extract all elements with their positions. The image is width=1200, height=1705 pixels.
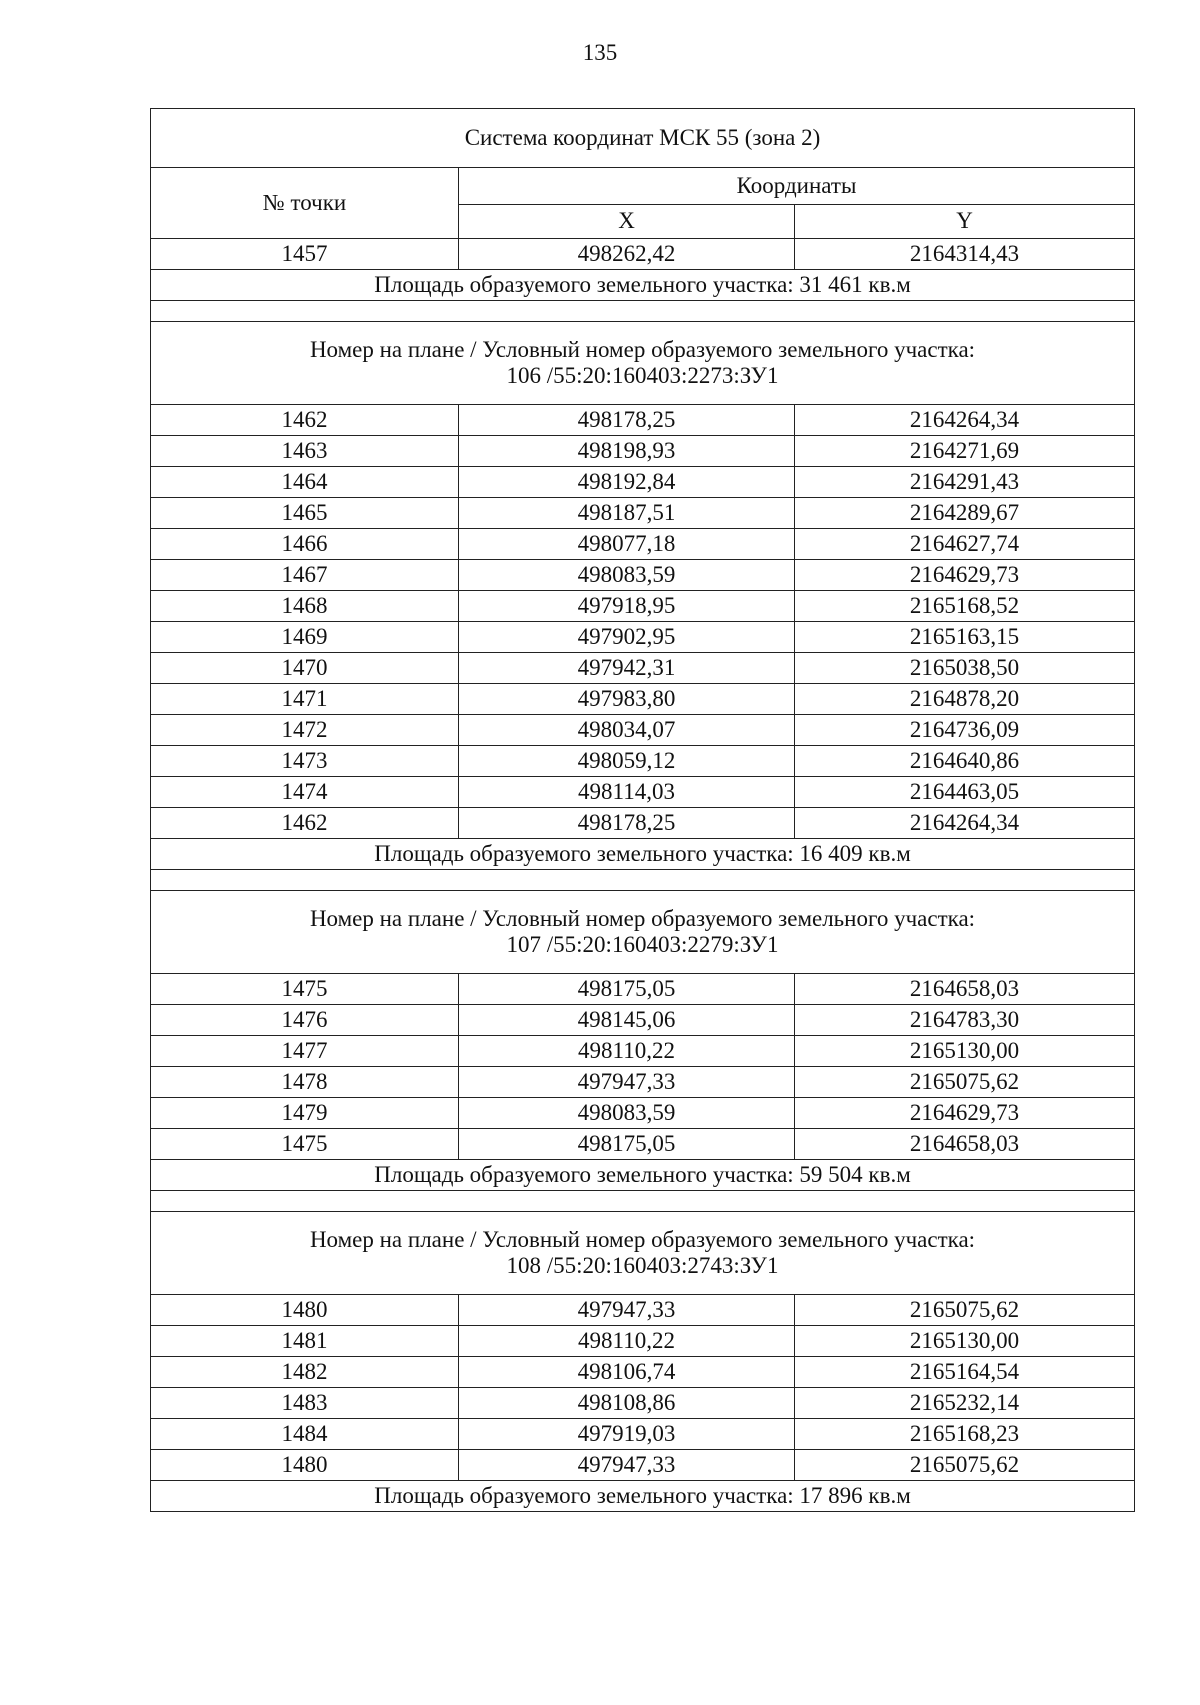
y-coordinate-cell: 2164627,74 (795, 529, 1135, 560)
table-row (151, 777, 1135, 808)
table-row (151, 1005, 1135, 1036)
x-coordinate-cell: 498187,51 (459, 498, 795, 529)
y-coordinate-cell: 2164640,86 (795, 746, 1135, 777)
plot-area-text: Площадь образуемого земельного участка: 31 461 кв.м (151, 270, 1135, 301)
x-coordinate-cell: 498034,07 (459, 715, 795, 746)
table-row (151, 436, 1135, 467)
x-coordinate-cell: 498110,22 (459, 1036, 795, 1067)
table-row (151, 1450, 1135, 1481)
y-coordinate-cell: 2164463,05 (795, 777, 1135, 808)
coordinates-table-body (151, 109, 1135, 1512)
point-number-cell: 1474 (151, 777, 459, 808)
table-row (151, 622, 1135, 653)
point-number-cell: 1468 (151, 591, 459, 622)
table-row (151, 498, 1135, 529)
table-row (151, 529, 1135, 560)
plot-caption-row (151, 322, 1135, 405)
plot-area-text: Площадь образуемого земельного участка: 59 504 кв.м (151, 1160, 1135, 1191)
plot-area-text: Площадь образуемого земельного участка: 16 409 кв.м (151, 839, 1135, 870)
x-header: X (459, 205, 795, 239)
point-number-cell: 1470 (151, 653, 459, 684)
page-number: 135 (582, 40, 618, 65)
table-row (151, 239, 1135, 270)
point-number-cell: 1476 (151, 1005, 459, 1036)
table-row (151, 1036, 1135, 1067)
y-coordinate-cell: 2165075,62 (795, 1450, 1135, 1481)
table-row (151, 1326, 1135, 1357)
table-row (151, 1067, 1135, 1098)
y-coordinate-cell: 2165075,62 (795, 1067, 1135, 1098)
separator-cell (151, 1191, 1135, 1212)
plot-caption-label: Номер на плане / Условный номер образуемого земельного участка: (309, 905, 976, 931)
area-row (151, 839, 1135, 870)
point-number-cell: 1477 (151, 1036, 459, 1067)
table-row (151, 1295, 1135, 1326)
point-number-cell: 1473 (151, 746, 459, 777)
x-coordinate-cell: 498083,59 (459, 1098, 795, 1129)
y-coordinate-cell: 2165038,50 (795, 653, 1135, 684)
table-row (151, 1419, 1135, 1450)
x-coordinate-cell: 497902,95 (459, 622, 795, 653)
table-row (151, 746, 1135, 777)
x-coordinate-cell: 497942,31 (459, 653, 795, 684)
plot-caption-label: Номер на плане / Условный номер образуемого земельного участка: (309, 336, 976, 362)
table-row (151, 974, 1135, 1005)
plot-area-text: Площадь образуемого земельного участка: 17 896 кв.м (151, 1481, 1135, 1512)
point-number-cell: 1466 (151, 529, 459, 560)
table-row (151, 591, 1135, 622)
y-coordinate-cell: 2164629,73 (795, 1098, 1135, 1129)
table-row (151, 560, 1135, 591)
area-row (151, 1160, 1135, 1191)
table-row (151, 1129, 1135, 1160)
point-number-cell: 1475 (151, 974, 459, 1005)
y-coordinate-cell: 2164736,09 (795, 715, 1135, 746)
point-number-cell: 1475 (151, 1129, 459, 1160)
separator-row (151, 1191, 1135, 1212)
separator-row (151, 870, 1135, 891)
x-coordinate-cell: 498175,05 (459, 974, 795, 1005)
point-number-cell: 1482 (151, 1357, 459, 1388)
point-number-cell: 1479 (151, 1098, 459, 1129)
table-row (151, 467, 1135, 498)
x-coordinate-cell: 498145,06 (459, 1005, 795, 1036)
x-coordinate-cell: 497918,95 (459, 591, 795, 622)
x-coordinate-cell: 498108,86 (459, 1388, 795, 1419)
coordinates-table (150, 108, 1135, 1512)
x-coordinate-cell: 497919,03 (459, 1419, 795, 1450)
x-coordinate-cell: 498262,42 (459, 239, 795, 270)
plot-caption-row (151, 1212, 1135, 1295)
y-coordinate-cell: 2165075,62 (795, 1295, 1135, 1326)
y-header: Y (795, 205, 1135, 239)
point-number-header: № точки (151, 168, 459, 239)
y-coordinate-cell: 2164629,73 (795, 560, 1135, 591)
x-coordinate-cell: 498192,84 (459, 467, 795, 498)
plot-caption-row (151, 891, 1135, 974)
plot-caption (151, 1212, 1135, 1295)
point-number-cell: 1478 (151, 1067, 459, 1098)
y-coordinate-cell: 2165164,54 (795, 1357, 1135, 1388)
plot-cadastral-number: 107 /55:20:160403:2279:ЗУ1 (506, 932, 779, 957)
separator-cell (151, 870, 1135, 891)
point-number-cell: 1462 (151, 808, 459, 839)
y-coordinate-cell: 2165130,00 (795, 1036, 1135, 1067)
table-row (151, 1357, 1135, 1388)
x-coordinate-cell: 498106,74 (459, 1357, 795, 1388)
y-coordinate-cell: 2164289,67 (795, 498, 1135, 529)
plot-caption-label: Номер на плане / Условный номер образуемого земельного участка: (309, 1226, 976, 1252)
y-coordinate-cell: 2164878,20 (795, 684, 1135, 715)
y-coordinate-cell: 2164314,43 (795, 239, 1135, 270)
point-number-cell: 1480 (151, 1295, 459, 1326)
x-coordinate-cell: 497947,33 (459, 1295, 795, 1326)
point-number-cell: 1472 (151, 715, 459, 746)
x-coordinate-cell: 498083,59 (459, 560, 795, 591)
point-number-cell: 1481 (151, 1326, 459, 1357)
table-row (151, 808, 1135, 839)
table-row (151, 405, 1135, 436)
point-number-cell: 1484 (151, 1419, 459, 1450)
table-header-row (151, 168, 1135, 205)
y-coordinate-cell: 2165232,14 (795, 1388, 1135, 1419)
point-number-cell: 1457 (151, 239, 459, 270)
x-coordinate-cell: 497983,80 (459, 684, 795, 715)
x-coordinate-cell: 498178,25 (459, 405, 795, 436)
plot-cadastral-number: 106 /55:20:160403:2273:ЗУ1 (506, 363, 779, 388)
y-coordinate-cell: 2165168,23 (795, 1419, 1135, 1450)
area-row (151, 270, 1135, 301)
y-coordinate-cell: 2165130,00 (795, 1326, 1135, 1357)
table-row (151, 684, 1135, 715)
coordinates-header: Координаты (459, 168, 1135, 205)
point-number-cell: 1464 (151, 467, 459, 498)
point-number-cell: 1467 (151, 560, 459, 591)
y-coordinate-cell: 2164264,34 (795, 808, 1135, 839)
table-title-row (151, 109, 1135, 168)
area-row (151, 1481, 1135, 1512)
plot-caption (151, 891, 1135, 974)
x-coordinate-cell: 498178,25 (459, 808, 795, 839)
x-coordinate-cell: 498114,03 (459, 777, 795, 808)
y-coordinate-cell: 2165168,52 (795, 591, 1135, 622)
coordinate-system-title: Система координат МСК 55 (зона 2) (151, 109, 1135, 168)
y-coordinate-cell: 2164271,69 (795, 436, 1135, 467)
y-coordinate-cell: 2164783,30 (795, 1005, 1135, 1036)
x-coordinate-cell: 497947,33 (459, 1067, 795, 1098)
x-coordinate-cell: 497947,33 (459, 1450, 795, 1481)
point-number-cell: 1469 (151, 622, 459, 653)
point-number-cell: 1471 (151, 684, 459, 715)
x-coordinate-cell: 498077,18 (459, 529, 795, 560)
y-coordinate-cell: 2164658,03 (795, 974, 1135, 1005)
point-number-cell: 1483 (151, 1388, 459, 1419)
y-coordinate-cell: 2164264,34 (795, 405, 1135, 436)
plot-caption (151, 322, 1135, 405)
x-coordinate-cell: 498175,05 (459, 1129, 795, 1160)
y-coordinate-cell: 2164291,43 (795, 467, 1135, 498)
table-row (151, 1388, 1135, 1419)
point-number-cell: 1480 (151, 1450, 459, 1481)
separator-row (151, 301, 1135, 322)
point-number-cell: 1462 (151, 405, 459, 436)
x-coordinate-cell: 498198,93 (459, 436, 795, 467)
point-number-cell: 1463 (151, 436, 459, 467)
table-row (151, 1098, 1135, 1129)
table-row (151, 653, 1135, 684)
table-row (151, 715, 1135, 746)
x-coordinate-cell: 498059,12 (459, 746, 795, 777)
separator-cell (151, 301, 1135, 322)
y-coordinate-cell: 2165163,15 (795, 622, 1135, 653)
y-coordinate-cell: 2164658,03 (795, 1129, 1135, 1160)
plot-cadastral-number: 108 /55:20:160403:2743:ЗУ1 (506, 1253, 779, 1278)
x-coordinate-cell: 498110,22 (459, 1326, 795, 1357)
point-number-cell: 1465 (151, 498, 459, 529)
